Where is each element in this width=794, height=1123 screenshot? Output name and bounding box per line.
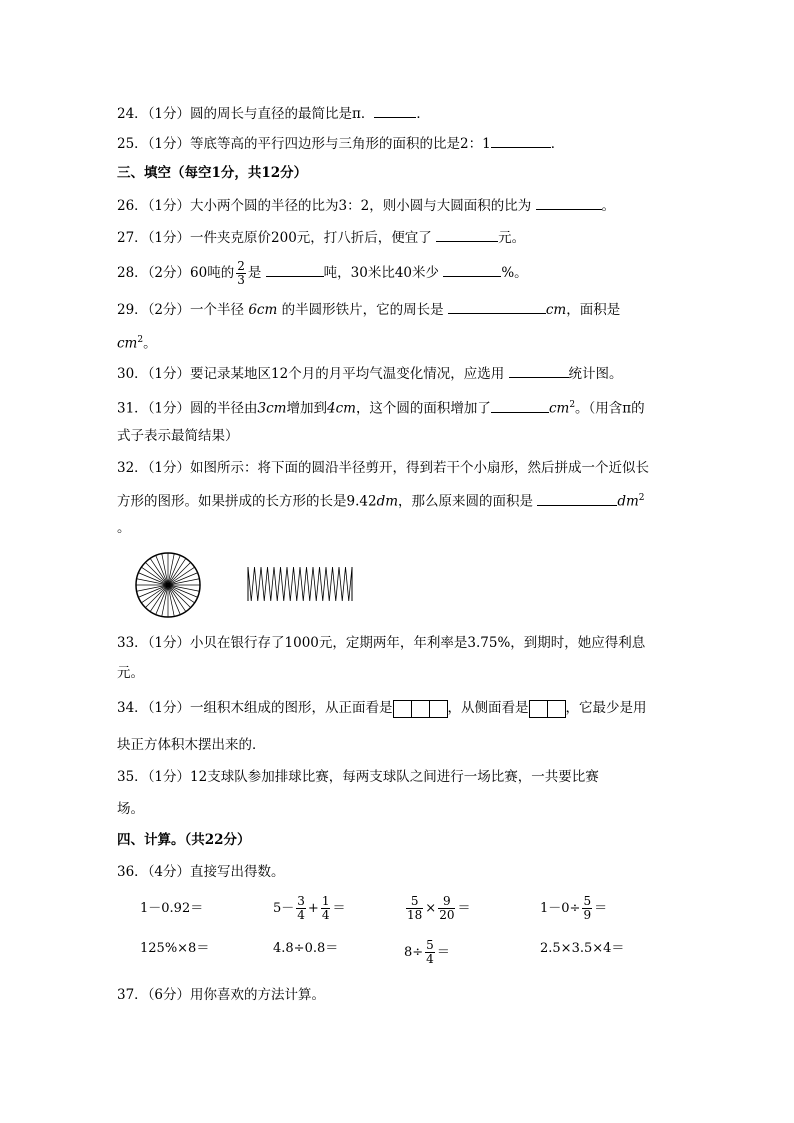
calc-8: 2.5×3.5×4＝: [540, 941, 625, 956]
question-text: 大小两个圆的半径的比为3：2，则小圆与大圆面积的比为: [190, 198, 532, 214]
question-31: 31．（1分）圆的半径由3cm增加到4cm，这个圆的面积增加了 $cm^2$。（用含π的: [117, 395, 645, 419]
question-27: 27．（1分）一件夹克原价200元，打八折后，便宜了 元。: [117, 227, 525, 248]
question-26: 26．（1分）大小两个圆的半径的比为3：2，则小圆与大圆面积的比为 。: [117, 195, 615, 216]
score: （1分）: [147, 106, 191, 122]
question-32: 32．（1分）如图所示：将下面的圆沿半径剪开，得到若干个小扇形，然后拼成一个近似长: [117, 460, 650, 476]
question-36: 36．（4分）直接写出得数。: [117, 864, 285, 880]
question-31-line2: 式子表示最简结果）: [117, 428, 239, 444]
question-text: 一件夹克原价200元，打八折后，便宜了: [190, 230, 432, 246]
question-32-line2: 方形的图形。如果拼成的长方形的长是9.42dm，那么原来圆的面积是 $dm^2$: [117, 488, 645, 512]
section-4-heading: 四、计算。（共22分）: [117, 832, 251, 848]
answer-blank[interactable]: [436, 227, 498, 242]
question-29-line2: $cm^2$。: [117, 335, 157, 352]
question-text: 等底等高的平行四边形与三角形的面积的比是2：1: [190, 136, 491, 152]
sectored-circle-figure: [134, 551, 202, 619]
answer-blank[interactable]: [536, 195, 602, 210]
answer-blank-2[interactable]: [443, 262, 501, 277]
answer-blank[interactable]: [374, 103, 416, 118]
question-35: 35．（1分）12支球队参加排球比赛，每两支球队之间进行一场比赛，一共要比赛: [117, 769, 599, 785]
question-34-line2: 块正方体积木摆出来的．: [117, 737, 266, 753]
calc-3: $\frac{5}{18}$ × $\frac{9}{20}$ ＝: [407, 894, 471, 922]
question-35-line2: 场。: [117, 801, 144, 817]
section-3-heading: 三、填空（每空1分，共12分）: [117, 165, 308, 181]
question-28: 28．（2分）60吨的 $\frac{2}{3}$ 是 吨，30米比40米少 %。: [117, 259, 528, 287]
question-number: 24．: [117, 106, 148, 122]
answer-blank[interactable]: [491, 398, 549, 413]
fraction: $\frac{2}{3}$: [237, 259, 245, 287]
answer-blank[interactable]: [448, 299, 546, 314]
side-view-figure: [529, 700, 566, 718]
answer-blank-1[interactable]: [266, 262, 324, 277]
question-33: 33．（1分）小贝在银行存了1000元，定期两年，年利率是3.75%，到期时，她应得利息: [117, 635, 646, 651]
calc-4: 1－0÷ $\frac{5}{9}$ ＝: [540, 894, 608, 922]
question-24: 24．（1分）圆的周长与直径的最简比是π． ．: [117, 103, 430, 124]
calc-6: 4.8÷0.8＝: [273, 941, 339, 956]
front-view-figure: [393, 700, 448, 718]
question-29: 29．（2分）一个半径 6cm 的半圆形铁片，它的周长是 cm，面积是: [117, 299, 620, 320]
question-34: 34．（1分）一组积木组成的图形，从正面看是 ，从侧面看是 ，它最少是用: [117, 700, 647, 716]
question-30: 30．（1分）要记录某地区12个月的月平均气温变化情况，应选用 统计图。: [117, 363, 623, 384]
approximate-rectangle-figure: [247, 566, 355, 602]
question-25: 25．（1分）等底等高的平行四边形与三角形的面积的比是2：1 ．: [117, 133, 564, 154]
calc-5: 125%×8＝: [140, 941, 210, 956]
question-33-line2: 元。: [117, 665, 144, 681]
question-text: 圆的周长与直径的最简比是π．: [190, 106, 375, 122]
answer-blank[interactable]: [537, 491, 617, 506]
answer-blank[interactable]: [491, 133, 551, 148]
question-37: 37．（6分）用你喜欢的方法计算。: [117, 987, 326, 1003]
calc-1: 1－0.92＝: [140, 901, 204, 916]
calc-7: 8÷ $\frac{5}{4}$ ＝: [404, 938, 450, 966]
answer-blank[interactable]: [509, 363, 569, 378]
question-32-line3: 。: [117, 520, 131, 536]
calc-2: 5－ $\frac{3}{4}$ + $\frac{1}{4}$ ＝: [273, 894, 346, 922]
